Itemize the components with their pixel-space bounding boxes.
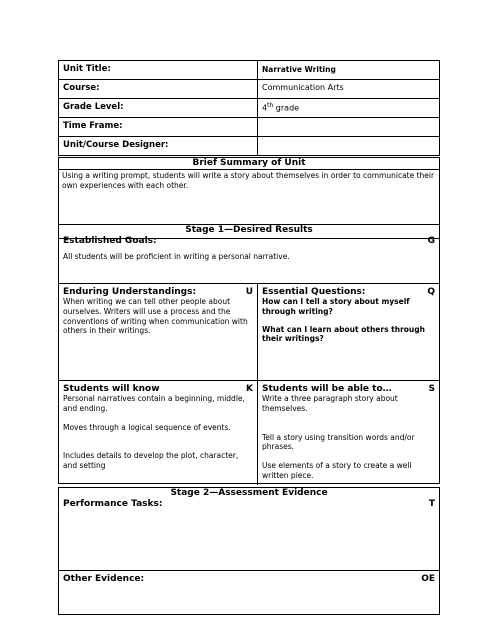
label-unit-title: Unit Title: [58,61,258,79]
row-grade-level [58,98,440,117]
questions-cell [258,284,439,380]
stage1-title: Stage 1—Desired Results [185,225,313,235]
know-able-row [59,381,439,485]
value-designer [258,137,440,155]
label-designer: Unit/Course Designer: [58,137,258,155]
grade-word: grade [273,103,300,113]
row-course [58,79,440,98]
know-header [63,384,253,394]
unit-info-table [58,60,440,156]
questions-label: Essential Questions: [262,287,366,297]
understandings-text: When writing we can tell other people about ourselves. Writers will use a process and the conventions of writing when communication with others in their writings. [63,297,248,336]
question-2: What can I learn about others through their writings? [262,324,425,344]
stage2-box [58,487,440,615]
label-time-frame: Time Frame: [58,118,258,136]
tasks-letter: T [428,499,435,509]
stage2-title: Stage 2—Assessment Evidence [170,488,328,498]
understandings-cell [59,284,258,380]
grade-number: 4 [262,103,268,113]
goals-letter: G [427,236,435,246]
know-cell [59,381,258,485]
able-letter: S [428,384,435,394]
tasks-header [63,499,435,509]
able-cell [258,381,439,485]
know-item-1: Personal narratives contain a beginning, middle, and ending. [63,394,245,413]
value-course: Communication Arts [258,80,440,98]
goals-header [63,236,435,246]
tasks-label: Performance Tasks: [63,499,163,509]
know-label: Students will know [63,384,160,394]
know-letter: K [246,384,253,394]
goals-label: Established Goals: [63,236,157,246]
questions-header [262,287,435,297]
value-unit-title: Narrative Writing [258,61,440,79]
other-header [63,574,435,584]
row-time-frame [58,117,440,136]
understandings-letter: U [245,287,253,297]
value-time-frame [258,118,440,136]
value-grade-level [258,99,440,117]
know-item-2: Moves through a logical sequence of events. [63,422,231,432]
stage1-box [58,224,440,484]
row-unit-title [58,60,440,79]
summary-title: Brief Summary of Unit [59,158,439,170]
other-letter: OE [421,574,435,584]
able-label: Students will be able to… [262,384,392,394]
goals-section [59,236,439,284]
question-1: How can I tell a story about myself through writing? [262,297,410,316]
able-item-2: Tell a story using transition words and/or phrases. [262,432,415,452]
label-course: Course: [58,80,258,98]
understandings-questions-row [59,284,439,381]
know-item-3: Includes details to develop the plot, character, and setting [63,451,239,470]
understandings-label: Enduring Understandings: [63,287,197,297]
questions-letter: Q [427,287,435,297]
goals-text: All students will be proficient in writing a personal narrative. [63,252,290,261]
able-item-1: Write a three paragraph story about themselves. [262,394,398,413]
grade-suffix: th [267,102,274,109]
performance-tasks-section [59,499,439,571]
other-label: Other Evidence: [63,574,145,584]
other-evidence-section [59,571,439,587]
summary-text: Using a writing prompt, students will write a story about themselves in order to communicate their own experiences with each other. [62,171,435,190]
able-item-3: Use elements of a story to create a well written piece. [262,461,412,480]
able-header [262,384,435,394]
label-grade-level: Grade Level: [58,99,258,117]
row-designer [58,136,440,156]
understandings-header [63,287,253,297]
